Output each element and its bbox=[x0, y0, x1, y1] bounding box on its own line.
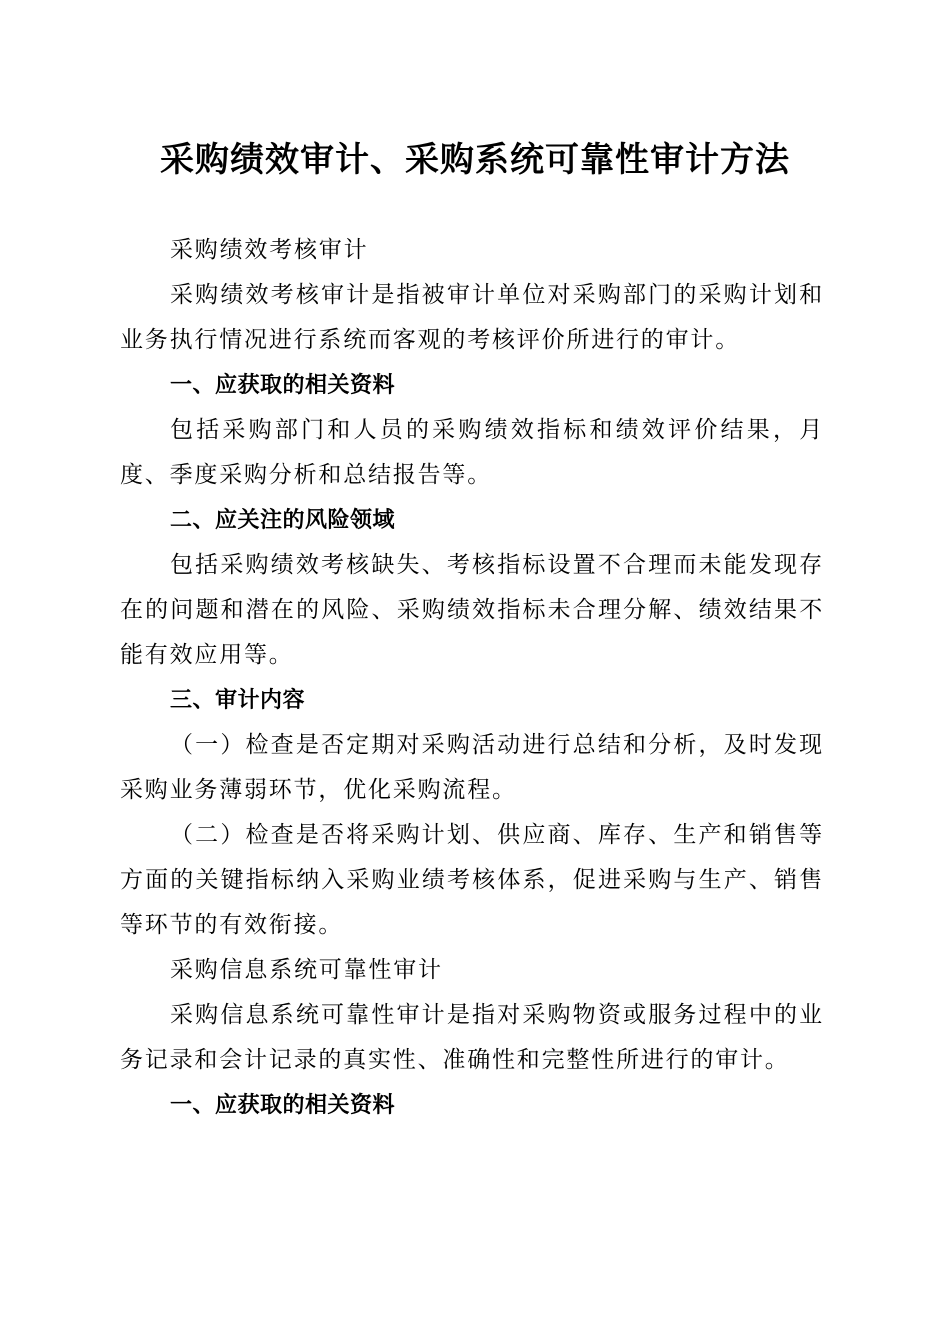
paragraph-materials: 包括采购部门和人员的采购绩效指标和绩效评价结果，月度、季度采购分析和总结报告等。 bbox=[120, 417, 824, 488]
document-title: 采购绩效审计、采购系统可靠性审计方法 bbox=[160, 140, 790, 180]
paragraph-performance-audit-definition: 采购绩效考核审计是指被审计单位对采购部门的采购计划和业务执行情况进行系统而客观的考核评价所进行的审计。 bbox=[120, 282, 824, 353]
section-label-performance-audit: 采购绩效考核审计 bbox=[170, 237, 369, 263]
paragraph-system-reliability-definition: 采购信息系统可靠性审计是指对采购物资或服务过程中的业务记录和会计记录的真实性、准确性和完整性所进行的审计。 bbox=[120, 1002, 824, 1073]
heading-materials-2: 一、应获取的相关资料 bbox=[170, 1093, 396, 1118]
paragraph-audit-item-1: （一）检查是否定期对采购活动进行总结和分析，及时发现采购业务薄弱环节，优化采购流程。 bbox=[120, 732, 824, 803]
section-label-system-reliability-audit: 采购信息系统可靠性审计 bbox=[170, 957, 443, 983]
heading-audit-content: 三、审计内容 bbox=[170, 688, 306, 713]
document-body bbox=[120, 228, 824, 1128]
heading-materials: 一、应获取的相关资料 bbox=[170, 373, 396, 398]
paragraph-risk-areas: 包括采购绩效考核缺失、考核指标设置不合理而未能发现存在的问题和潜在的风险、采购绩效指标未合理分解、绩效结果不能有效应用等。 bbox=[120, 552, 824, 668]
paragraph-audit-item-2: （二）检查是否将采购计划、供应商、库存、生产和销售等方面的关键指标纳入采购业绩考核体系，促进采购与生产、销售等环节的有效衔接。 bbox=[120, 822, 824, 938]
heading-risk-areas: 二、应关注的风险领域 bbox=[170, 508, 396, 533]
